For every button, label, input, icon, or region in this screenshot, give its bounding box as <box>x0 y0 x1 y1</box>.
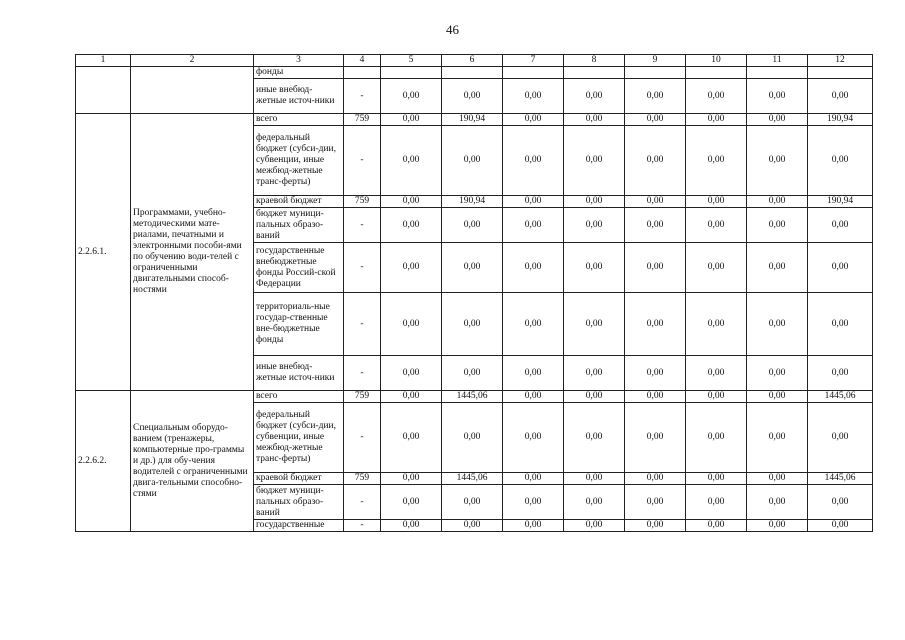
value-cell: 0,00 <box>442 243 503 293</box>
value-cell: 759 <box>344 473 381 485</box>
value-cell: 0,00 <box>564 126 625 196</box>
value-cell: 0,00 <box>564 485 625 520</box>
funding-source-cell: федеральный бюджет (субси-дии, субвенции, иные межбюд-жетные транс-ферты) <box>254 126 344 196</box>
value-cell: 0,00 <box>442 208 503 243</box>
column-header: 10 <box>686 55 747 67</box>
value-cell: 0,00 <box>381 391 442 403</box>
value-cell: 0,00 <box>381 293 442 356</box>
value-cell: 0,00 <box>381 473 442 485</box>
value-cell: 0,00 <box>442 485 503 520</box>
value-cell: 0,00 <box>625 79 686 114</box>
value-cell: 0,00 <box>625 473 686 485</box>
value-cell: 0,00 <box>564 391 625 403</box>
value-cell: 0,00 <box>381 243 442 293</box>
value-cell: 190,94 <box>442 114 503 126</box>
value-cell: 0,00 <box>686 243 747 293</box>
value-cell: - <box>344 293 381 356</box>
value-cell <box>747 67 808 79</box>
value-cell: 0,00 <box>686 356 747 391</box>
value-cell: 0,00 <box>625 293 686 356</box>
value-cell: - <box>344 403 381 473</box>
value-cell: 190,94 <box>442 196 503 208</box>
item-description: Специальным оборудо-ванием (тренажеры, компьютерные про-граммы и др.) для обу-чения водителей с ограниченными двига-тельными способно-стями <box>131 391 254 532</box>
value-cell: 1445,06 <box>808 391 873 403</box>
value-cell: 759 <box>344 391 381 403</box>
column-header: 3 <box>254 55 344 67</box>
table-row <box>76 67 873 79</box>
item-description: Программами, учебно-методическими мате-риалами, печатными и электронными пособи-ями по обучению води-телей с ограниченными двигательными способ-ностями <box>131 114 254 391</box>
code-cell <box>76 67 131 114</box>
column-header: 1 <box>76 55 131 67</box>
value-cell <box>344 67 381 79</box>
value-cell: 190,94 <box>808 196 873 208</box>
value-cell: 190,94 <box>808 114 873 126</box>
value-cell: 0,00 <box>564 356 625 391</box>
value-cell: 0,00 <box>808 520 873 532</box>
value-cell: 0,00 <box>625 520 686 532</box>
value-cell: 0,00 <box>503 126 564 196</box>
value-cell: 0,00 <box>381 403 442 473</box>
value-cell: 0,00 <box>808 79 873 114</box>
value-cell: 0,00 <box>686 208 747 243</box>
value-cell: 0,00 <box>503 243 564 293</box>
value-cell: 759 <box>344 196 381 208</box>
funding-source-cell: фонды <box>254 67 344 79</box>
value-cell: 0,00 <box>747 126 808 196</box>
value-cell: 0,00 <box>625 196 686 208</box>
value-cell: 0,00 <box>686 196 747 208</box>
value-cell: 0,00 <box>747 196 808 208</box>
value-cell: 0,00 <box>808 293 873 356</box>
value-cell: 0,00 <box>503 520 564 532</box>
value-cell: 0,00 <box>503 114 564 126</box>
value-cell: 0,00 <box>442 79 503 114</box>
value-cell: 0,00 <box>808 403 873 473</box>
value-cell: 0,00 <box>808 208 873 243</box>
value-cell: 0,00 <box>564 196 625 208</box>
value-cell: 0,00 <box>503 403 564 473</box>
value-cell: 0,00 <box>747 391 808 403</box>
value-cell: 0,00 <box>747 520 808 532</box>
value-cell: 0,00 <box>686 391 747 403</box>
value-cell: 0,00 <box>564 520 625 532</box>
value-cell <box>625 67 686 79</box>
column-header: 6 <box>442 55 503 67</box>
funding-source-cell: краевой бюджет <box>254 473 344 485</box>
value-cell: 0,00 <box>747 403 808 473</box>
funding-source-cell: территориаль-ные государ-ственные вне-бюджетные фонды <box>254 293 344 356</box>
value-cell: 1445,06 <box>442 391 503 403</box>
page-number: 46 <box>446 22 459 37</box>
value-cell: 0,00 <box>442 356 503 391</box>
value-cell: - <box>344 208 381 243</box>
funding-source-cell: краевой бюджет <box>254 196 344 208</box>
funding-source-cell: иные внебюд-жетные источ-ники <box>254 79 344 114</box>
value-cell: 0,00 <box>686 473 747 485</box>
value-cell: 0,00 <box>381 114 442 126</box>
column-header: 2 <box>131 55 254 67</box>
column-header: 12 <box>808 55 873 67</box>
value-cell: 0,00 <box>686 126 747 196</box>
table-row <box>76 391 873 403</box>
value-cell: 0,00 <box>503 293 564 356</box>
value-cell: 0,00 <box>747 293 808 356</box>
budget-table <box>75 54 873 532</box>
item-code: 2.2.6.1. <box>76 114 131 391</box>
value-cell: - <box>344 356 381 391</box>
value-cell: 0,00 <box>747 79 808 114</box>
value-cell: 0,00 <box>686 485 747 520</box>
column-header: 7 <box>503 55 564 67</box>
value-cell <box>686 67 747 79</box>
value-cell: 0,00 <box>381 520 442 532</box>
funding-source-cell: иные внебюд-жетные источ-ники <box>254 356 344 391</box>
value-cell: 0,00 <box>747 473 808 485</box>
value-cell: 0,00 <box>564 114 625 126</box>
value-cell: - <box>344 520 381 532</box>
value-cell: 0,00 <box>564 79 625 114</box>
item-code: 2.2.6.2. <box>76 391 131 532</box>
value-cell: 0,00 <box>381 79 442 114</box>
value-cell: 0,00 <box>564 293 625 356</box>
value-cell <box>381 67 442 79</box>
value-cell: 0,00 <box>442 293 503 356</box>
column-header: 11 <box>747 55 808 67</box>
value-cell: - <box>344 126 381 196</box>
value-cell <box>808 67 873 79</box>
value-cell: - <box>344 79 381 114</box>
value-cell: - <box>344 485 381 520</box>
value-cell: 0,00 <box>503 79 564 114</box>
value-cell: 0,00 <box>381 196 442 208</box>
value-cell: 1445,06 <box>442 473 503 485</box>
value-cell: 0,00 <box>564 403 625 473</box>
value-cell: 0,00 <box>686 403 747 473</box>
column-header: 8 <box>564 55 625 67</box>
value-cell: 0,00 <box>503 196 564 208</box>
value-cell: 0,00 <box>625 403 686 473</box>
funding-source-cell: федеральный бюджет (субси-дии, субвенции, иные межбюд-жетные транс-ферты) <box>254 403 344 473</box>
value-cell: 0,00 <box>381 356 442 391</box>
value-cell <box>442 67 503 79</box>
value-cell: 0,00 <box>747 243 808 293</box>
value-cell: 0,00 <box>625 356 686 391</box>
funding-source-cell: государственные внебюджетные фонды Россий-ской Федерации <box>254 243 344 293</box>
value-cell: 0,00 <box>686 293 747 356</box>
value-cell: 0,00 <box>564 473 625 485</box>
funding-source-cell: бюджет муници-пальных образо-ваний <box>254 485 344 520</box>
value-cell: 0,00 <box>442 520 503 532</box>
table-body <box>76 67 873 532</box>
value-cell <box>503 67 564 79</box>
funding-source-cell: бюджет муници-пальных образо-ваний <box>254 208 344 243</box>
value-cell: 0,00 <box>625 114 686 126</box>
value-cell: 0,00 <box>503 356 564 391</box>
value-cell: 0,00 <box>625 208 686 243</box>
value-cell: - <box>344 243 381 293</box>
column-header: 4 <box>344 55 381 67</box>
table-header <box>76 55 873 67</box>
value-cell: 0,00 <box>503 473 564 485</box>
value-cell: 0,00 <box>808 126 873 196</box>
table-row <box>76 114 873 126</box>
value-cell: 0,00 <box>686 520 747 532</box>
funding-source-cell: всего <box>254 391 344 403</box>
value-cell: 0,00 <box>442 126 503 196</box>
value-cell: 1445,06 <box>808 473 873 485</box>
value-cell: 0,00 <box>625 243 686 293</box>
value-cell: 0,00 <box>503 485 564 520</box>
column-header: 9 <box>625 55 686 67</box>
value-cell: 0,00 <box>747 356 808 391</box>
value-cell: 0,00 <box>747 114 808 126</box>
value-cell: 0,00 <box>564 208 625 243</box>
value-cell: 0,00 <box>686 79 747 114</box>
value-cell: 0,00 <box>686 114 747 126</box>
value-cell: 0,00 <box>808 243 873 293</box>
column-header: 5 <box>381 55 442 67</box>
value-cell: 0,00 <box>381 208 442 243</box>
value-cell: 0,00 <box>564 243 625 293</box>
value-cell: 0,00 <box>625 126 686 196</box>
value-cell: 0,00 <box>747 485 808 520</box>
value-cell <box>564 67 625 79</box>
funding-source-cell: всего <box>254 114 344 126</box>
value-cell: 0,00 <box>808 356 873 391</box>
value-cell: 759 <box>344 114 381 126</box>
value-cell: 0,00 <box>808 485 873 520</box>
value-cell: 0,00 <box>625 485 686 520</box>
value-cell: 0,00 <box>381 485 442 520</box>
value-cell: 0,00 <box>625 391 686 403</box>
value-cell: 0,00 <box>503 391 564 403</box>
description-cell <box>131 67 254 114</box>
value-cell: 0,00 <box>503 208 564 243</box>
value-cell: 0,00 <box>381 126 442 196</box>
value-cell: 0,00 <box>747 208 808 243</box>
value-cell: 0,00 <box>442 403 503 473</box>
funding-source-cell: государственные <box>254 520 344 532</box>
